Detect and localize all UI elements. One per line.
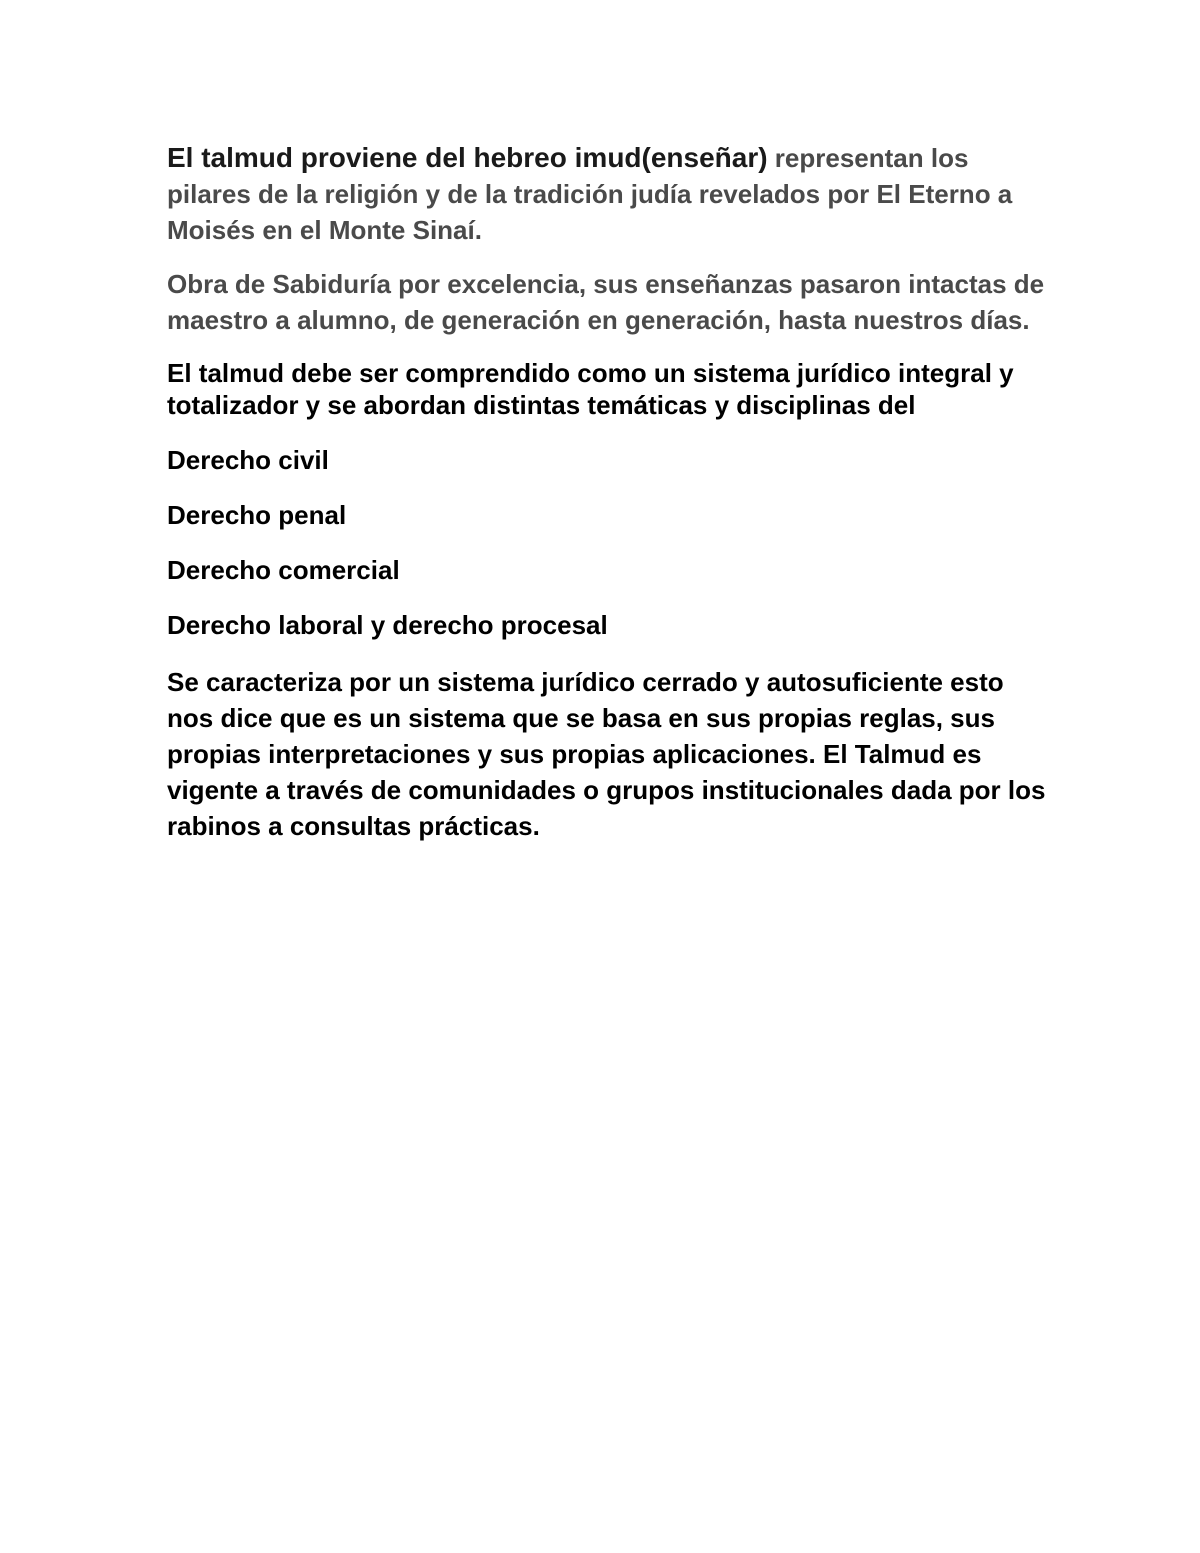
wisdom-paragraph: Obra de Sabiduría por excelencia, sus enseñanzas pasaron intactas de maestro a alumno, de generación en generación, hasta nuestros días. — [167, 269, 1045, 335]
document-body — [167, 140, 1047, 844]
characteristics-paragraph: Se caracteriza por un sistema jurídico cerrado y autosuficiente esto nos dice que es un sistema que se basa en sus propias reglas, sus propias interpretaciones y sus propias aplicaciones. El Talmud es vigente a través de comunidades o grupos institucionales dada por los rabinos a consultas prácticas. — [167, 667, 1046, 841]
legal-system-paragraph: El talmud debe ser comprendido como un sistema jurídico integral y totalizador y se abordan distintas temáticas y disciplinas del — [167, 358, 1014, 420]
intro-paragraph — [167, 140, 1047, 248]
intro-rest-text: representan los pilares de la religión y de la tradición judía revelados por El Eterno a Moisés en el Monte Sinaí. — [167, 143, 1013, 245]
law-item-labor-procedural: Derecho laboral y derecho procesal — [167, 610, 608, 640]
law-item-civil: Derecho civil — [167, 445, 329, 475]
law-item-commercial: Derecho comercial — [167, 555, 400, 585]
intro-lead-text: El talmud proviene del hebreo imud(enseñar) — [167, 142, 768, 173]
law-item-penal: Derecho penal — [167, 500, 347, 530]
